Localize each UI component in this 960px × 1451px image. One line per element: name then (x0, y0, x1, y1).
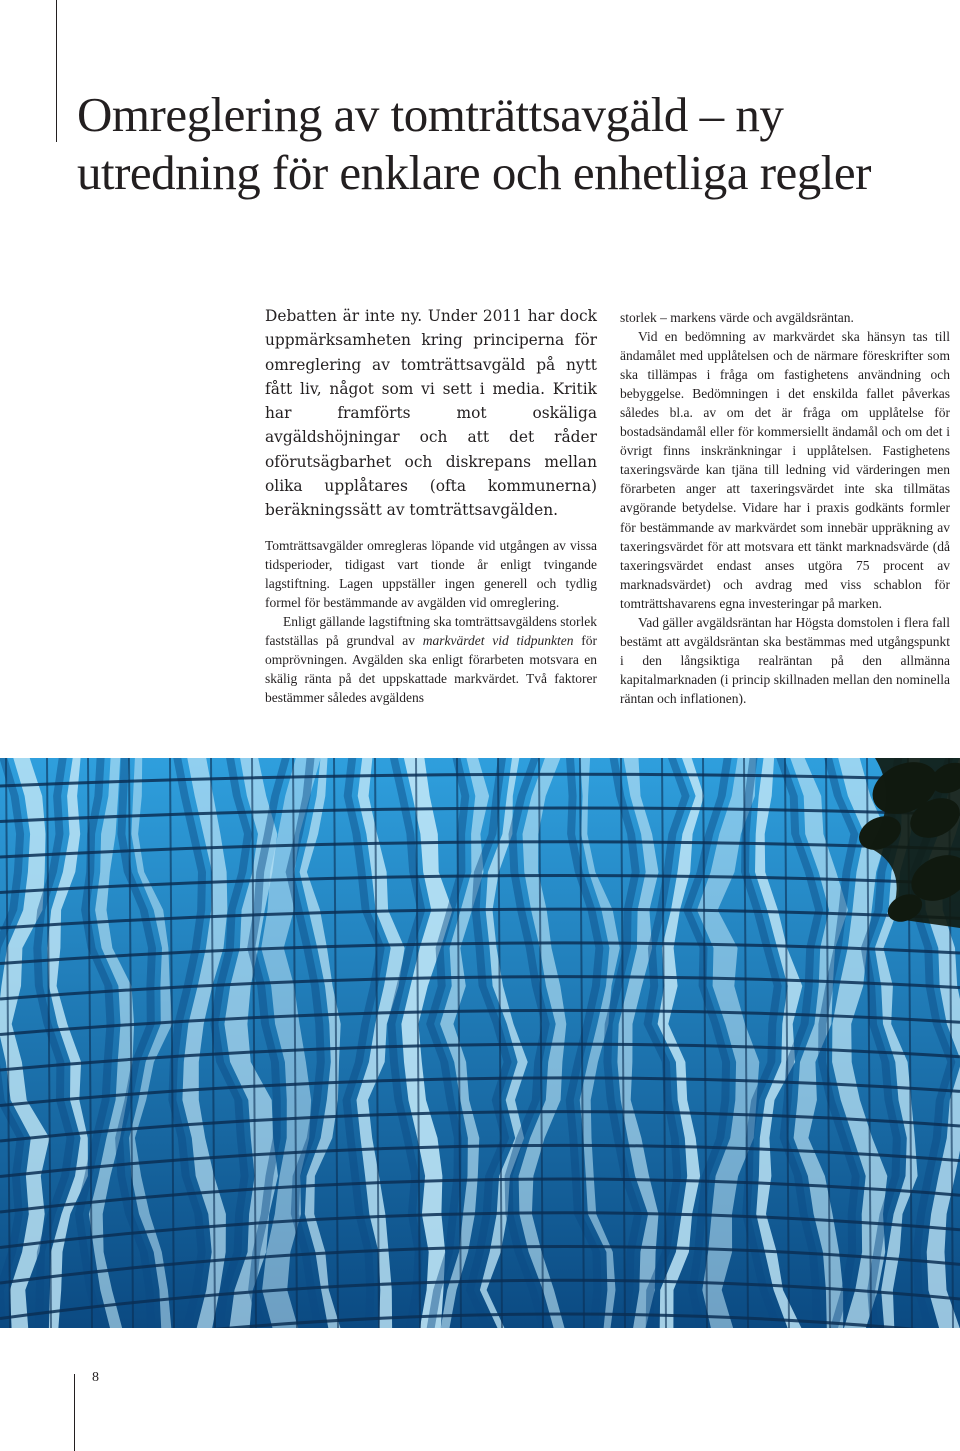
glass-facade-photo (0, 758, 960, 1328)
article-title: Omreglering av tomträttsavgäld – ny utredning för enklare och enhetliga regler (77, 87, 871, 200)
body-paragraph: Vid en bedömning av markvärdet ska hänsyn tas till ändamålet med upplåtelsen och de närmare föreskrifter som ska tillämpas i fråga om fastighetens användning och bebyggelse. Bedömningen i det enskilda fallet påverkas således bl.a. av om det är fråga om upplåtelse för bostadsändamål eller för kommersiellt ändamål och om det i övrigt finns inskränkningar i upplåtelsen. Fastighetens taxeringsvärde kan tjäna till ledning vid värderingen men förarbeten anger att taxeringsvärdet inte ska tillmätas avgörande betydelse. Vidare har i praxis godkänts formler för bestämmande av markvärdet som innebär uppräkning av taxeringsvärdet för att motsvara ett tänkt marknadsvärde (då taxeringsvärdet endast anses utgöra 75 procent av marknadsvärdet) och avdrag med viss schablon för tomträttshavarens egna investeringar på marken. (620, 329, 950, 611)
bottom-rule (74, 1374, 75, 1451)
italic-term: markvärdet vid tidpunkten (422, 633, 574, 649)
top-rule (56, 0, 57, 142)
body-paragraph: Tomträttsavgälder omregleras löpande vid utgången av vissa tidsperioder, tidigast vart tionde år enligt tvingande lagstiftning. Lagen uppställer ingen generell och tydlig formel för bestämmande av avgälden vid omreglering. (265, 538, 597, 611)
body-paragraph: storlek – markens värde och avgäldsräntan. (620, 310, 854, 325)
lead-paragraph: Debatten är inte ny. Under 2011 har dock uppmärksamheten kring principerna för omreglering av tomträttsavgäld på nytt fått liv, något som vi sett i media. Kritik har framförts mot oskäliga avgäldshöjningar och att det råder oförutsägbarhet och diskrepans mellan olika upplåtares (ofta kommunerna) beräkningssätt av tomträttsavgälden. (265, 307, 597, 520)
body-column-right (620, 308, 950, 708)
body-paragraph: Enligt gällande lagstiftning ska tomträttsavgäldens storlek fastställas på grundval av markvärdet vid tidpunkten för omprövningen. Avgälden ska enligt förarbeten motsvara en skälig ränta på det uppskattade markvärdet. Två faktorer bestämmer således avgäldens (265, 614, 597, 706)
page-number: 8 (92, 1370, 99, 1385)
body-paragraph: Vad gäller avgäldsräntan har Högsta domstolen i flera fall bestämt att avgäldsräntan ska bestämmas med utgångspunkt i den långsiktiga realräntan på den allmänna kapitalmarknaden (i princip skillnaden mellan den nominella räntan och inflationen). (620, 614, 950, 706)
body-column-left (265, 536, 597, 707)
